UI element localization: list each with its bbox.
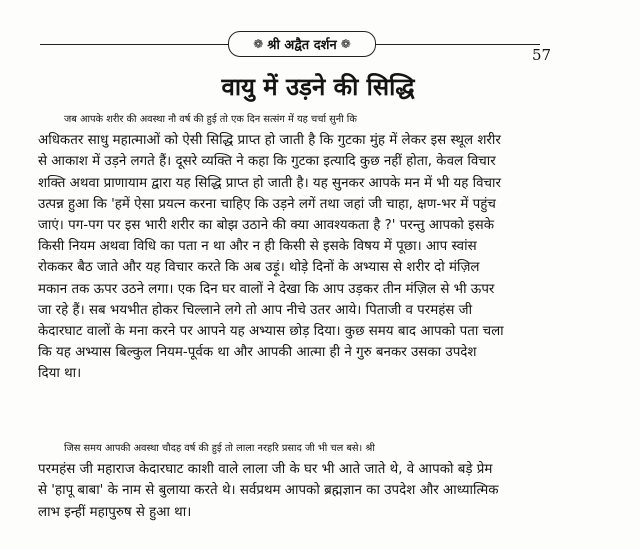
- text-line: दिया था।: [38, 366, 82, 382]
- text-line: जा रहे हैं। सब भयभीत होकर चिल्लाने लगे तो आप नीचे उतर आये। पिताजी व परमहंस जी: [38, 302, 473, 318]
- text-line: अधिकतर साधु महात्माओं को ऐसी सिद्धि प्राप्त हो जाती है कि गुटका मुंह में लेकर इस स्थूल शरीर: [38, 133, 501, 149]
- text-line: किसी नियम अथवा विधि का पता न था और न ही किसी से इसके विषय में पूछा। आप स्वांस: [38, 239, 477, 255]
- text-line: मकान तक ऊपर उठने लगा। एक दिन घर वालों ने देखा कि आप उड़कर तीन मंज़िल से भी ऊपर: [38, 281, 495, 297]
- text-line: शक्ति अथवा प्राणायाम द्वारा यह सिद्धि प्राप्त हो जाती है। यह सुनकर आपके मन में भी यह विचार: [38, 175, 501, 191]
- running-title: श्री अद्वैत दर्शन: [267, 38, 337, 53]
- text-line: से आकाश में उड़ने लगते हैं। दूसरे व्यक्ति ने कहा कि गुटका इत्यादि कुछ नहीं होता, केवल विचार: [38, 154, 496, 170]
- text-line: केदारघाट वालों के मना करने पर आपने यह अभ्यास छोड़ दिया। कुछ समय बाद आपको पता चला: [38, 324, 504, 340]
- text-line: उत्पन्न हुआ कि 'हमें ऐसा प्रयत्न करना चाहिए कि उड़ने लगें तथा जहां जी चाहा, क्षण-भर में पहुंच: [38, 196, 496, 212]
- page-number: 57: [532, 46, 552, 64]
- flower-ornament-icon: ❁: [253, 37, 264, 51]
- text-line: जब आपके शरीर की अवस्था नौ वर्ष की हुई तो एक दिन सत्संग में यह चर्चा सुनी कि: [64, 114, 357, 125]
- paragraph-1: [38, 109, 568, 385]
- text-line: रोककर बैठ जाते और यह विचार करते कि अब उड़ूं। थोड़े दिनों के अभ्यास से शरीर दो मंज़िल: [38, 260, 480, 276]
- text-line: कि यह अभ्यास बिल्कुल नियम-पूर्वक था और आपकी आत्मा ही ने गुरु बनकर उसका उपदेश: [38, 345, 477, 361]
- text-line: जाएं। पग-पग पर इस भारी शरीर का बोझ उठाने की क्या आवश्यकता है ?' परन्तु आपको इसके: [38, 218, 494, 234]
- chapter-title: वायु में उड़ने की सिद्धि: [221, 73, 415, 101]
- paragraph-2: [38, 438, 568, 523]
- text-line: परमहंस जी महाराज केदारघाट काशी वाले लाला जी के घर भी आते जाते थे, वे आपको बड़े प्रेम: [38, 462, 493, 478]
- text-line: लाभ इन्हीं महापुरुष से हुआ था।: [38, 504, 192, 520]
- flower-ornament-icon: ❁: [340, 37, 351, 51]
- text-line: से 'हापू बाबा' के नाम से बुलाया करते थे। सर्वप्रथम आपको ब्रह्मज्ञान का उपदेश और आध्यात्मिक: [38, 483, 499, 499]
- running-header: [228, 31, 376, 57]
- text-line: जिस समय आपकी अवस्था चौदह वर्ष की हुई तो लाला नरहरि प्रसाद जी भी चल बसे। श्री: [64, 443, 375, 454]
